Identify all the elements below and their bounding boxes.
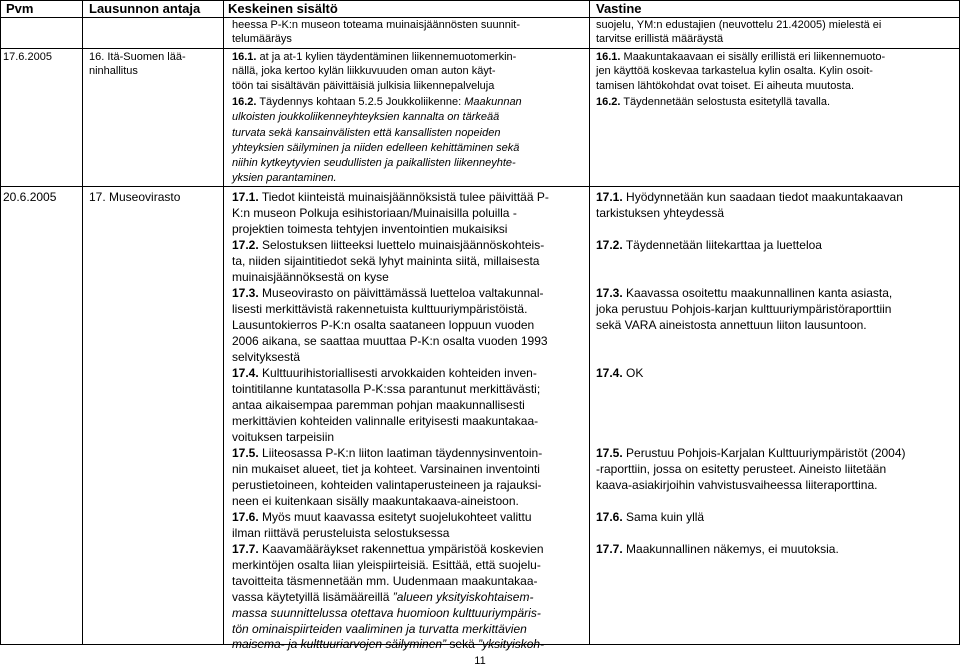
- content-line: antaa aikaisempaa paremman pohjan maakunnallisesti: [232, 398, 525, 412]
- content-line: vassa käytetyillä lisämääreillä ”alueen yksityiskohtaisem-: [232, 590, 534, 604]
- content-item-17-6: 17.6. Myös muut kaavassa esitetyt suojelukohteet valittu: [232, 510, 532, 524]
- content-line: yhteyksien säilyminen ja niiden edelleen kehittäminen sekä: [232, 142, 520, 154]
- response-line: sekä VARA aineistosta annettuun liiton lausuntoon.: [596, 318, 867, 332]
- content-line: merkintöjen osalta liian yleispiirteisiä. Esittää, että suojelu-: [232, 558, 541, 572]
- content-line: ilman riittävä perusteluista selostuksessa: [232, 526, 450, 540]
- content-item-17-4: 17.4. Kulttuurihistoriallisesti arvokkaiden kohteiden inven-: [232, 366, 537, 380]
- content-line: 2006 aikana, se saattaa muuttaa P-K:n osalta vuoden 1993: [232, 334, 548, 348]
- content-item-17-2: 17.2. Selostuksen liitteeksi luettelo muinaisjäännöskohteis-: [232, 238, 545, 252]
- content-line: niihin kytkeytyvien seudullisten ja paikallisten liikenneyhte-: [232, 157, 516, 169]
- content-line: maisema- ja kulttuuriarvojen säilyminen” sekä ”yksityiskoh-: [232, 637, 545, 651]
- column-divider: [0, 0, 1, 645]
- content-item-17-1: 17.1. Tiedot kiinteistä muinaisjäännöksistä tulee päivittää P-: [232, 190, 549, 204]
- content-line: telumääräys: [232, 33, 292, 45]
- response-item-17-2: 17.2. Täydennetään liitekarttaa ja luetteloa: [596, 238, 822, 252]
- row-giver: ninhallitus: [89, 65, 138, 77]
- response-line: tarvitse erillistä määräystä: [596, 33, 724, 45]
- content-line: selvityksestä: [232, 350, 301, 364]
- response-line: tarkistuksen yhteydessä: [596, 206, 725, 220]
- row-divider: [0, 186, 960, 187]
- content-line: tavoitteita täsmennetään mm. Uudenmaan maakuntakaa-: [232, 574, 538, 588]
- response-item-17-3: 17.3. Kaavassa osoitettu maakunnallinen kanta asiasta,: [596, 286, 893, 300]
- response-line: kaava-asiakirjoihin vahvistusvaiheessa liiteraporttina.: [596, 478, 878, 492]
- content-line: tön ominaispiirteiden vaaliminen ja turvatta merkittävien: [232, 622, 527, 636]
- content-line: muinaisjäännöksestä on kyse: [232, 270, 389, 284]
- content-line: neen ei kuitenkaan sisälly maakuntakaava-aineistoon.: [232, 494, 519, 508]
- content-item-17-7: 17.7. Kaavamääräykset rakennettua ympäristöä koskevien: [232, 542, 544, 556]
- content-line: merkittävien kohteiden valinnalle erityisesti maakuntakaa-: [232, 414, 539, 428]
- response-line: tamisen lähtökohdat ovat toiset. Ei aiheuta muutosta.: [596, 80, 855, 92]
- response-line: joka perustuu Pohjois-karjan kulttuuriympäristöraporttiin: [596, 302, 892, 316]
- content-line: lisesti merkittävistä rakennetuista kulttuuriympäristöistä.: [232, 302, 528, 316]
- content-line: nällä, joka kertoo kylän liikkuvuuden oman auton käyt-: [232, 65, 496, 77]
- content-item-17-5: 17.5. Liiteosassa P-K:n liiton laatiman täydennysinventoin-: [232, 446, 543, 460]
- column-divider: [589, 0, 590, 645]
- content-line: projektien toimesta tehtyjen inventointien mukaisiksi: [232, 222, 508, 236]
- content-line: massa suunnittelussa otettava huomioon kulttuuriympäris-: [232, 606, 541, 620]
- row-giver: 16. Itä-Suomen lää-: [89, 51, 186, 63]
- response-item-17-5: 17.5. Perustuu Pohjois-Karjalan Kulttuuriympäristöt (2004): [596, 446, 906, 460]
- content-line: yksien parantaminen.: [232, 172, 337, 184]
- content-item-16-1: 16.1. at ja at-1 kylien täydentäminen liikennemuotomerkin-: [232, 51, 517, 63]
- content-item-16-2: 16.2. Täydennys kohtaan 5.2.5 Joukkoliikenne: Maakunnan: [232, 96, 522, 108]
- column-divider: [223, 0, 224, 645]
- column-divider: [82, 0, 83, 645]
- header-response: Vastine: [596, 1, 642, 16]
- header-content: Keskeinen sisältö: [228, 1, 338, 16]
- content-line: ulkoisten joukkoliikenneyhteyksien kannalta on tärkeää: [232, 111, 500, 123]
- row-date: 20.6.2005: [3, 190, 57, 204]
- response-line: -raporttiin, jossa on esitetty perusteet. Aineisto liitetään: [596, 462, 887, 476]
- content-line: voituksen tarpeisiin: [232, 430, 335, 444]
- page-number: 11: [474, 655, 486, 667]
- header-giver: Lausunnon antaja: [89, 1, 201, 16]
- row-date: 17.6.2005: [3, 51, 52, 63]
- content-line: tointitilanne kuntatasolla P-K:ssa parantunut merkittävästi;: [232, 382, 541, 396]
- content-line: töön tai sisältävän päivittäisiä julkisia liikennepalveluja: [232, 80, 495, 92]
- content-line: ta, niiden sijaintitiedot sekä lyhyt maininta siitä, millaisesta: [232, 254, 540, 268]
- content-line: nin mukaiset alueet, tiet ja kohteet. Varsinainen inventointi: [232, 462, 540, 476]
- response-item-16-1: 16.1. Maakuntakaavaan ei sisälly erillistä eri liikennemuoto-: [596, 51, 886, 63]
- header-date: Pvm: [6, 1, 34, 16]
- content-line: K:n museon Polkuja esihistoriaan/Muinaisilla poluilla -: [232, 206, 517, 220]
- row-divider: [0, 48, 960, 49]
- response-item-17-7: 17.7. Maakunnallinen näkemys, ei muutoksia.: [596, 542, 839, 556]
- content-line: heessa P-K:n museon toteama muinaisjäännösten suunnit-: [232, 19, 521, 31]
- response-item-17-4: 17.4. OK: [596, 366, 644, 380]
- response-line: suojelu, YM:n edustajien (neuvottelu 21.42005) mielestä ei: [596, 19, 882, 31]
- content-item-17-3: 17.3. Museovirasto on päivittämässä luetteloa valtakunnal-: [232, 286, 544, 300]
- response-item-17-1: 17.1. Hyödynnetään kun saadaan tiedot maakuntakaavan: [596, 190, 903, 204]
- response-item-17-6: 17.6. Sama kuin yllä: [596, 510, 705, 524]
- content-line: turvata sekä kansainvälisten että kansallisten nopeiden: [232, 127, 501, 139]
- content-line: perustietoineen, kohteiden valintaperusteineen ja rajauksi-: [232, 478, 542, 492]
- row-giver: 17. Museovirasto: [89, 190, 181, 204]
- content-line: Lausuntokierros P-K:n osalta saataneen loppuun vuoden: [232, 318, 535, 332]
- response-line: jen käyttöä koskevaa tarkastelua kylin osalta. Kylin osoit-: [596, 65, 873, 77]
- response-item-16-2: 16.2. Täydennetään selostusta esitetyllä tavalla.: [596, 96, 831, 108]
